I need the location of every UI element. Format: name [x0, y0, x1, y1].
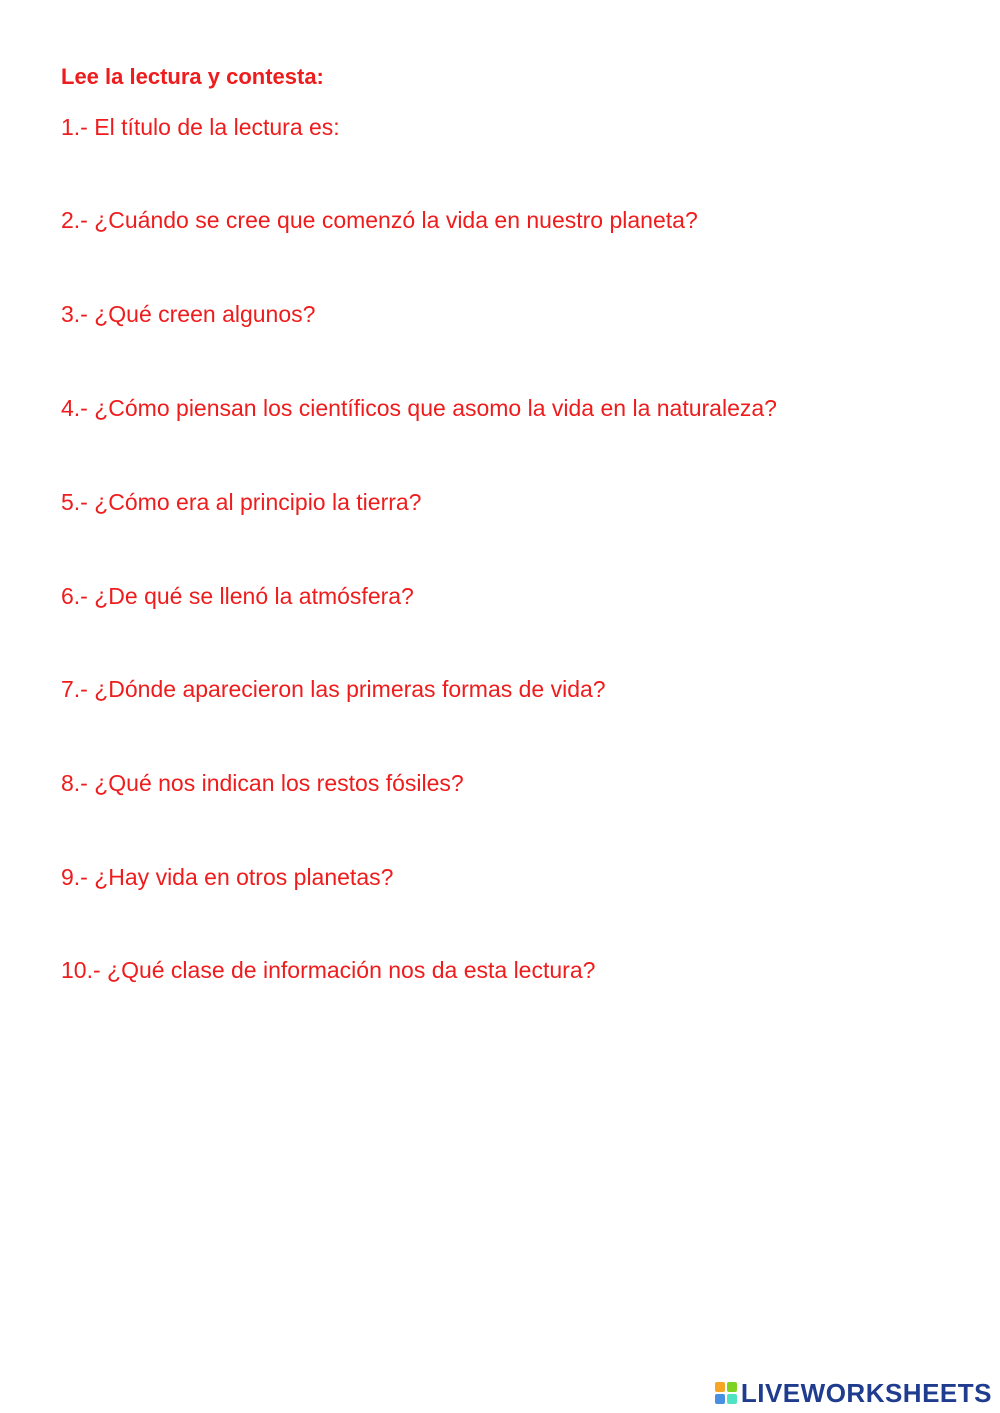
- question-3: 3.- ¿Qué creen algunos?: [61, 301, 316, 327]
- question-4: 4.- ¿Cómo piensan los científicos que asomo la vida en la naturaleza?: [61, 395, 777, 421]
- logo-square: [715, 1382, 725, 1392]
- question-10: 10.- ¿Qué clase de información nos da esta lectura?: [61, 957, 596, 983]
- question-6: 6.- ¿De qué se llenó la atmósfera?: [61, 583, 414, 609]
- logo-square: [727, 1382, 737, 1392]
- logo-square: [727, 1394, 737, 1404]
- question-7: 7.- ¿Dónde aparecieron las primeras formas de vida?: [61, 676, 606, 702]
- question-2: 2.- ¿Cuándo se cree que comenzó la vida en nuestro planeta?: [61, 207, 698, 233]
- question-1: 1.- El título de la lectura es:: [61, 114, 340, 140]
- liveworksheets-watermark: [715, 1378, 992, 1408]
- logo-square: [715, 1394, 725, 1404]
- question-8: 8.- ¿Qué nos indican los restos fósiles?: [61, 770, 464, 796]
- liveworksheets-logo-icon: [715, 1382, 737, 1404]
- question-5: 5.- ¿Cómo era al principio la tierra?: [61, 489, 422, 515]
- question-9: 9.- ¿Hay vida en otros planetas?: [61, 864, 394, 890]
- worksheet-heading: Lee la lectura y contesta:: [61, 64, 324, 89]
- brand-name: LIVEWORKSHEETS: [740, 1378, 992, 1408]
